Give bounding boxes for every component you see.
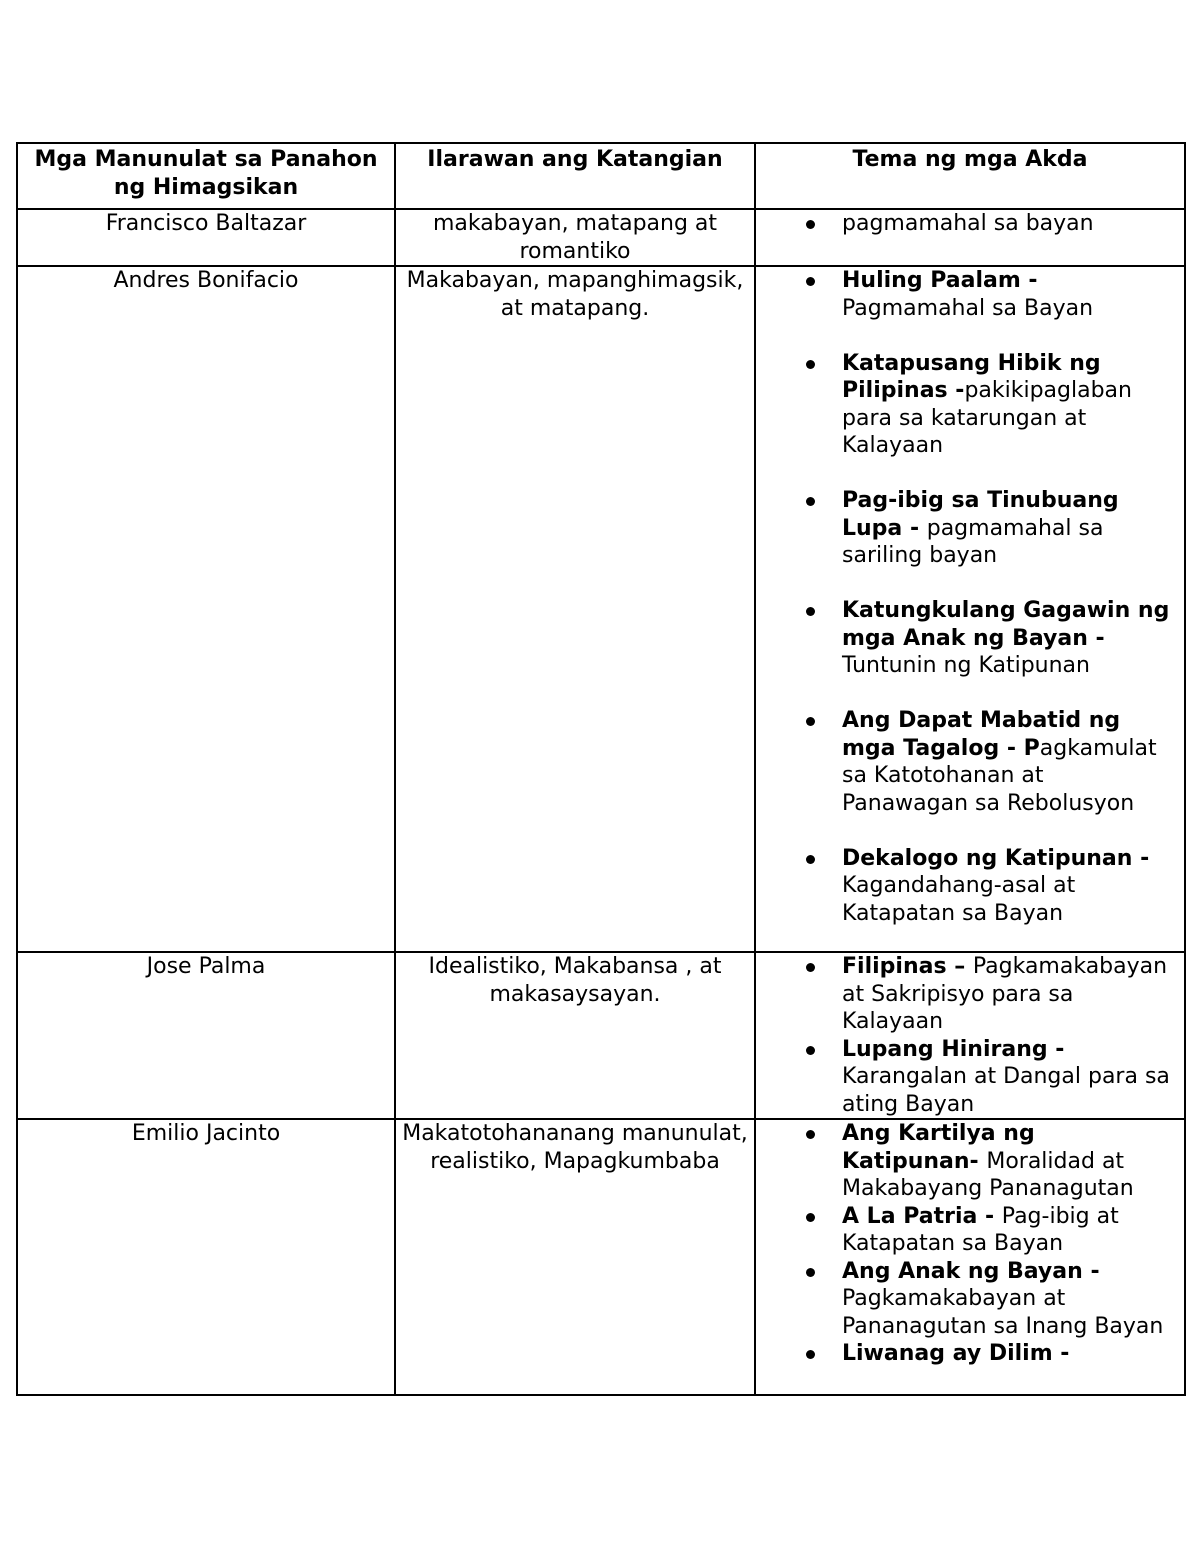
title-separator: -: [1132, 845, 1150, 871]
author-cell: Andres Bonifacio: [17, 266, 395, 952]
author-cell: Emilio Jacinto: [17, 1119, 395, 1395]
work-title: Filipinas: [842, 954, 947, 979]
work-title: Ang Dapat Mabatid ng mga Tagalog: [842, 708, 1121, 761]
work-theme: Pagmamahal sa Bayan: [842, 295, 1094, 321]
work-theme: Pagkamakabayan at Pananagutan sa Inang Bayan: [842, 1286, 1164, 1339]
work-theme: agkamulat sa Katotohanan at Panawagan sa Rebolusyon: [842, 735, 1157, 816]
writers-table: [16, 142, 1186, 1396]
theme-item: [762, 487, 1178, 570]
table-row: [17, 266, 1185, 952]
header-traits: Ilarawan ang Katangian: [395, 143, 755, 209]
work-title: A La Patria: [842, 1203, 978, 1229]
work-theme: Moralidad at Makabayang Pananagutan: [842, 1148, 1134, 1201]
theme-item: [762, 707, 1178, 817]
title-separator: –: [946, 954, 973, 979]
title-separator: -: [1052, 1341, 1070, 1366]
table-row: [17, 209, 1185, 266]
title-separator: -: [977, 1203, 1002, 1229]
work-title: Ang Kartilya ng Katipunan-: [842, 1121, 1035, 1174]
traits-cell: Makabayan, mapanghimagsik, at matapang.: [395, 266, 755, 952]
work-title: Katapusang Hibik ng Pilipinas: [842, 350, 1101, 403]
table-row: [17, 1119, 1185, 1395]
theme-item: [762, 1120, 1178, 1203]
work-theme: Tuntunin ng Katipunan: [842, 653, 1090, 678]
bullet-icon: [806, 220, 815, 229]
theme-item: [762, 953, 1178, 1036]
title-separator: -: [902, 515, 927, 541]
themes-cell: [755, 209, 1185, 266]
header-authors: Mga Manunulat sa Panahon ng Himagsikan: [17, 143, 395, 209]
themes-cell: [755, 266, 1185, 952]
title-separator: -: [947, 378, 965, 403]
work-title: Lupang Hinirang: [842, 1036, 1048, 1062]
themes-cell: [755, 1119, 1185, 1395]
work-theme: pagmamahal sa bayan: [842, 211, 1094, 236]
bullet-icon: [806, 360, 815, 369]
work-theme: pagmamahal sa sariling bayan: [842, 515, 1104, 568]
themes-list: [762, 953, 1178, 1118]
bullet-icon: [806, 497, 815, 506]
theme-item: [762, 845, 1178, 928]
bullet-icon: [806, 963, 815, 972]
theme-item: [762, 210, 1178, 238]
bullet-icon: [806, 607, 815, 616]
bullet-icon: [806, 277, 815, 286]
theme-item: [762, 350, 1178, 460]
work-theme: Kagandahang-asal at Katapatan sa Bayan: [842, 873, 1076, 926]
bullet-icon: [806, 1046, 815, 1055]
title-separator: -: [1087, 625, 1105, 651]
themes-cell: [755, 952, 1185, 1119]
themes-list: [762, 1120, 1178, 1368]
author-cell: Jose Palma: [17, 952, 395, 1119]
title-separator: -: [1020, 268, 1038, 293]
table-row: [17, 952, 1185, 1119]
work-theme: pakikipaglaban para sa katarungan at Kalayaan: [842, 378, 1132, 458]
bullet-icon: [806, 717, 815, 726]
title-separator: -: [1047, 1036, 1065, 1062]
bullet-icon: [806, 1130, 815, 1139]
bullet-icon: [806, 1350, 815, 1359]
theme-item: [762, 1340, 1178, 1368]
bullet-icon: [806, 1268, 815, 1277]
work-title: Dekalogo ng Katipunan: [842, 845, 1133, 871]
traits-cell: makabayan, matapang at romantiko: [395, 209, 755, 266]
theme-item: [762, 1036, 1178, 1119]
theme-item: [762, 597, 1178, 680]
traits-cell: Idealistiko, Makabansa , at makasaysayan.: [395, 952, 755, 1119]
header-themes: Tema ng mga Akda: [755, 143, 1185, 209]
work-theme: Pagkamakabayan at Sakripisyo para sa Kalayaan: [842, 954, 1168, 1034]
bullet-icon: [806, 1213, 815, 1222]
work-title: Katungkulang Gagawin ng mga Anak ng Bayan: [842, 598, 1170, 651]
work-theme: Pag-ibig at Katapatan sa Bayan: [842, 1203, 1119, 1256]
title-separator: - P: [999, 735, 1040, 761]
work-title: Huling Paalam: [842, 268, 1021, 293]
title-separator: -: [1082, 1258, 1100, 1284]
work-title: Pag-ibig sa Tinubuang Lupa: [842, 488, 1119, 541]
themes-list: [762, 267, 1178, 927]
themes-list: [762, 210, 1178, 238]
traits-cell: Makatotohananang manunulat, realistiko, Mapagkumbaba: [395, 1119, 755, 1395]
work-title: Liwanag ay Dilim: [842, 1341, 1053, 1366]
author-cell: Francisco Baltazar: [17, 209, 395, 266]
work-theme: Karangalan at Dangal para sa ating Bayan: [842, 1064, 1170, 1117]
work-title: Ang Anak ng Bayan: [842, 1258, 1083, 1284]
theme-item: [762, 1203, 1178, 1258]
header-row: [17, 143, 1185, 209]
theme-item: [762, 267, 1178, 322]
theme-item: [762, 1258, 1178, 1341]
bullet-icon: [806, 855, 815, 864]
